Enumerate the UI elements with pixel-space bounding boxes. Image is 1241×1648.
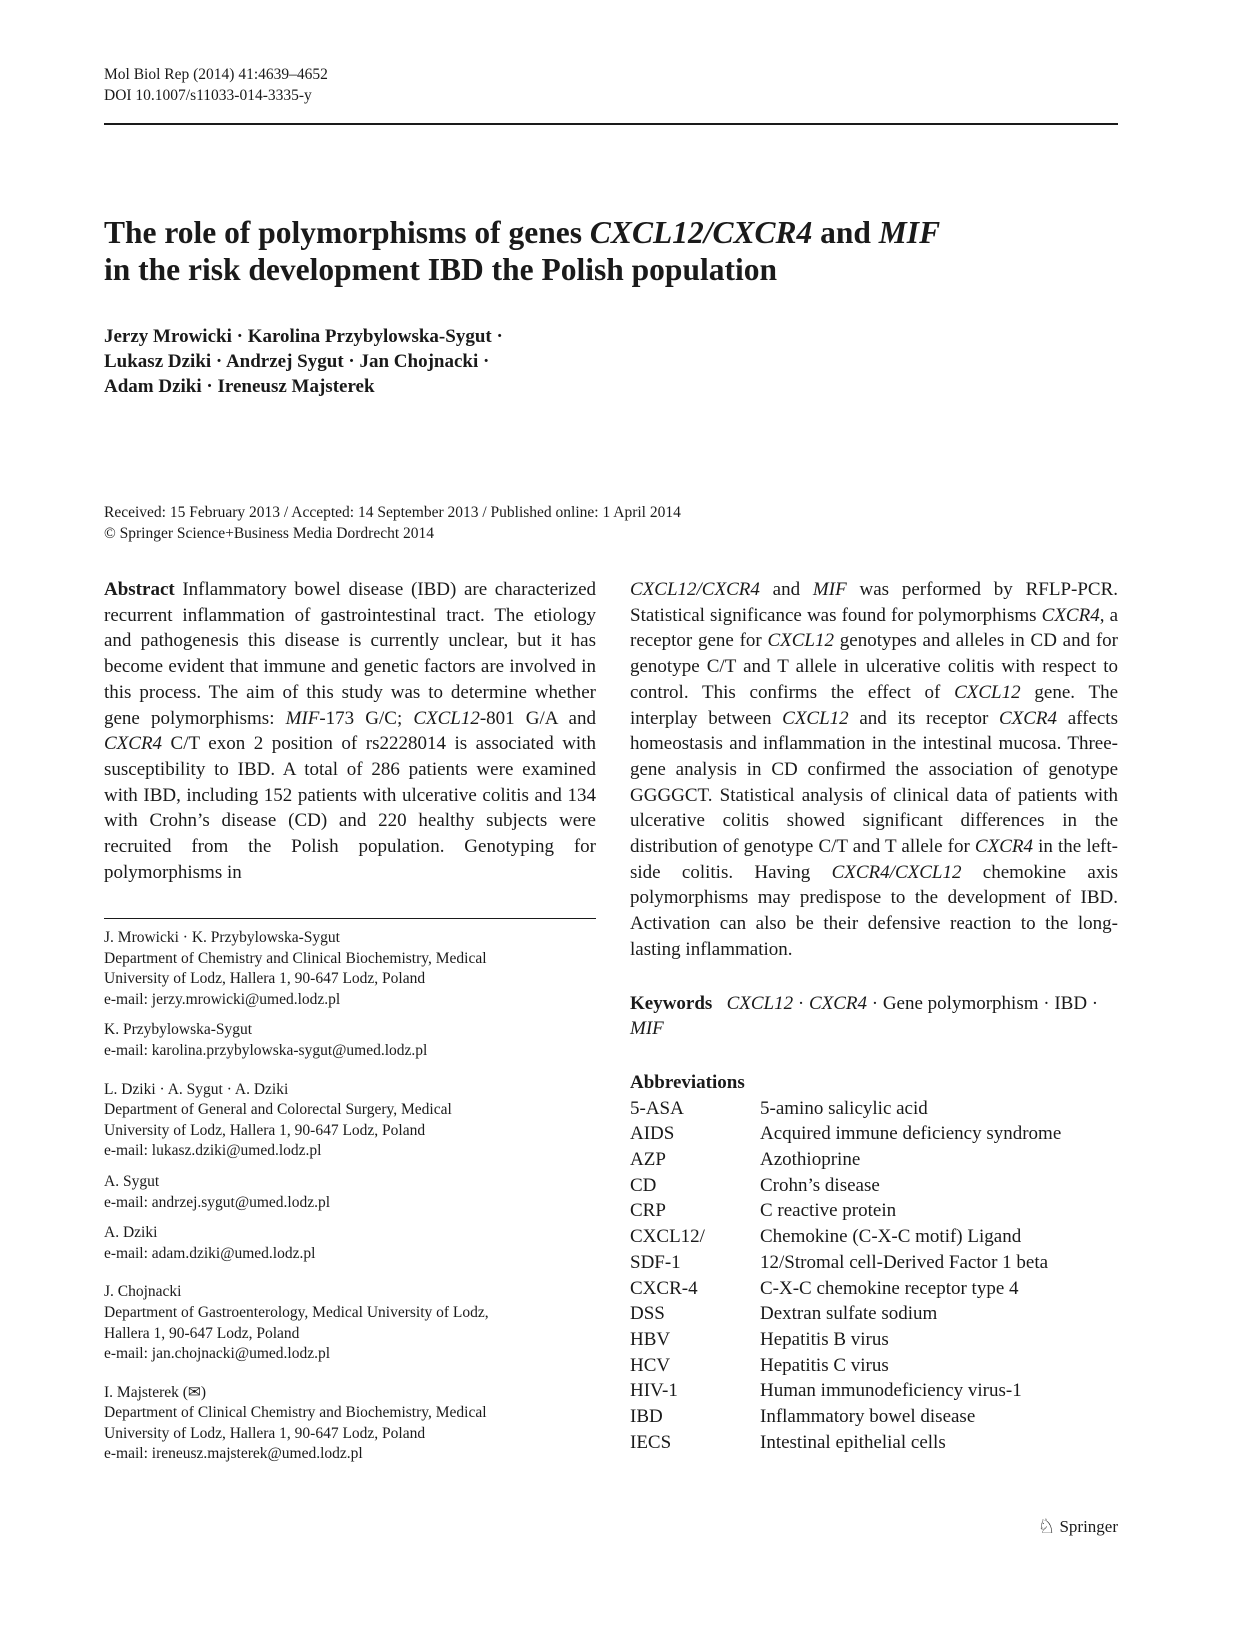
gene-name: CXCR4 bbox=[974, 836, 1033, 858]
gene-name: CXCR4/CXCL12 bbox=[831, 861, 962, 883]
abbreviation-definition: Crohn’s disease bbox=[760, 1174, 880, 1196]
author-line: Lukasz Dziki · Andrzej Sygut · Jan Chojnacki · bbox=[104, 351, 490, 372]
abbreviation-row bbox=[630, 1250, 1061, 1276]
title-gene-2: MIF bbox=[878, 215, 941, 250]
affiliation-block bbox=[104, 1172, 596, 1213]
affiliation-rule bbox=[104, 918, 596, 919]
affiliation-email[interactable]: e-mail: lukasz.dziki@umed.lodz.pl bbox=[104, 1142, 322, 1160]
abbreviation-term: SDF-1 bbox=[630, 1251, 681, 1273]
affiliation-names: A. Dziki bbox=[104, 1224, 158, 1242]
affiliation-email[interactable]: e-mail: andrzej.sygut@umed.lodz.pl bbox=[104, 1193, 331, 1211]
keyword: · Gene polymorphism · IBD · bbox=[867, 992, 1099, 1014]
abstract-text: Inflammatory bowel disease (IBD) are characterized recurrent inflammation of gastrointestinal tract. The etiology and pathogenesis this disease is currently unclear, but it has become evident that immune and genetic factors are involved in this process. The aim of this study was to determine whether gene polymorphisms: bbox=[104, 579, 596, 729]
abstract-text: -801 G/A and bbox=[479, 707, 596, 729]
abbreviation-term: AZP bbox=[630, 1149, 666, 1171]
abbreviation-row bbox=[630, 1353, 1061, 1379]
abbreviation-row bbox=[630, 1198, 1061, 1224]
abstract-text: was performed by RFLP-PCR. Statistical significance was found for polymorphisms bbox=[630, 579, 1119, 626]
abstract-text: genotypes and alleles in CD and for genotype C/T and T allele in ulcerative colitis with respect to control. This confirms the effect of bbox=[630, 630, 1118, 703]
affiliation-names: I. Majsterek (✉) bbox=[104, 1383, 207, 1401]
affiliation-email[interactable]: e-mail: jerzy.mrowicki@umed.lodz.pl bbox=[104, 990, 341, 1008]
abbreviation-definition: Hepatitis C virus bbox=[760, 1354, 889, 1376]
publication-dates bbox=[104, 502, 681, 544]
abbreviation-term: DSS bbox=[630, 1303, 665, 1325]
affiliation-block bbox=[104, 1080, 596, 1162]
publisher-footer bbox=[1038, 1514, 1118, 1539]
gene-name: CXCR4 bbox=[1041, 604, 1100, 626]
springer-horse-icon: ♘ bbox=[1037, 1516, 1056, 1538]
keywords-label: Keywords bbox=[630, 992, 713, 1014]
abbreviation-term: HBV bbox=[630, 1328, 671, 1350]
abstract-text: in the left-side colitis. Having bbox=[630, 836, 1118, 883]
title-part-2: and bbox=[812, 215, 879, 250]
affiliation-dept: Department of General and Colorectal Surgery, Medical bbox=[104, 1101, 452, 1119]
abbreviation-definition: Human immunodeficiency virus-1 bbox=[760, 1380, 1022, 1402]
affiliation-address: University of Lodz, Hallera 1, 90-647 Lodz, Poland bbox=[104, 1121, 426, 1139]
affiliation-email[interactable]: e-mail: jan.chojnacki@umed.lodz.pl bbox=[104, 1345, 331, 1363]
gene-name: CXCL12 bbox=[413, 707, 480, 729]
gene-name: MIF bbox=[285, 707, 320, 729]
abbreviation-row bbox=[630, 1301, 1061, 1327]
abbreviation-definition: Inflammatory bowel disease bbox=[760, 1406, 976, 1428]
affiliation-block bbox=[104, 1223, 596, 1264]
affiliation-email[interactable]: e-mail: ireneusz.majsterek@umed.lodz.pl bbox=[104, 1445, 363, 1463]
gene-name: MIF bbox=[812, 579, 847, 600]
title-line-2: in the risk development IBD the Polish population bbox=[104, 252, 777, 287]
abstract-text: , a receptor gene for bbox=[630, 604, 1118, 652]
abbreviation-term: IECS bbox=[630, 1431, 672, 1453]
keywords bbox=[630, 991, 1118, 1042]
abbreviation-definition: Dextran sulfate sodium bbox=[760, 1303, 938, 1325]
affiliation-names: K. Przybylowska-Sygut bbox=[104, 1021, 253, 1039]
affiliation-names: A. Sygut bbox=[104, 1172, 160, 1190]
abbreviation-term: HCV bbox=[630, 1354, 671, 1376]
affiliation-names: J. Chojnacki bbox=[104, 1283, 182, 1301]
abbreviation-definition: Intestinal epithelial cells bbox=[760, 1431, 946, 1453]
abbreviation-term: HIV-1 bbox=[630, 1380, 678, 1402]
abbreviations-table bbox=[630, 1096, 1061, 1456]
journal-citation: Mol Biol Rep (2014) 41:4639–4652 bbox=[104, 66, 328, 83]
affiliation-dept: Department of Clinical Chemistry and Biochemistry, Medical bbox=[104, 1404, 487, 1422]
abbreviation-term: CXCL12/ bbox=[630, 1226, 705, 1248]
keyword-separator: · bbox=[793, 992, 809, 1014]
header-rule bbox=[104, 123, 1118, 125]
abbreviation-row bbox=[630, 1121, 1061, 1147]
abbreviation-term: AIDS bbox=[630, 1123, 675, 1145]
gene-name: CXCR4 bbox=[104, 733, 163, 755]
author-list bbox=[104, 324, 804, 399]
abbreviation-row bbox=[630, 1147, 1061, 1173]
abbreviation-row bbox=[630, 1096, 1061, 1122]
affiliation-email[interactable]: e-mail: adam.dziki@umed.lodz.pl bbox=[104, 1244, 316, 1262]
abstract-text: C/T exon 2 position of rs2228014 is associated with susceptibility to IBD. A total of 286 patients were examined with IBD, including 152 patients with ulcerative colitis and 134 with Crohn’s disease (CD) and 220 healthy subjects were recruited from the Polish population. Genotyping for polymorphisms in bbox=[104, 733, 596, 883]
affiliation-address: University of Lodz, Hallera 1, 90-647 Lodz, Poland bbox=[104, 1424, 426, 1442]
affiliation-block bbox=[104, 1282, 596, 1364]
abstract-paragraph bbox=[104, 577, 596, 885]
affiliation-block bbox=[104, 1020, 596, 1061]
abstract-right-column bbox=[630, 577, 1118, 1456]
abbreviation-row bbox=[630, 1378, 1061, 1404]
affiliation-address: University of Lodz, Hallera 1, 90-647 Lodz, Poland bbox=[104, 970, 426, 988]
abbreviation-term: CRP bbox=[630, 1200, 666, 1222]
abstract-continuation bbox=[630, 577, 1118, 963]
affiliation-names: L. Dziki · A. Sygut · A. Dziki bbox=[104, 1080, 289, 1098]
abbreviation-definition: Azothioprine bbox=[760, 1149, 861, 1171]
abbreviation-row bbox=[630, 1404, 1061, 1430]
abstract-text: and its receptor bbox=[848, 707, 999, 729]
affiliation-address: Hallera 1, 90-647 Lodz, Poland bbox=[104, 1324, 300, 1342]
abstract-text: affects homeostasis and inflammation in the intestinal mucosa. Three-gene analysis in CD confirmed the association of genotype GGGGCT. Statistical analysis of clinical data of patients with ulcerative colitis showed significant differences in the distribution of genotype C/T and T allele for bbox=[630, 707, 1118, 858]
abbreviation-row bbox=[630, 1327, 1061, 1353]
abbreviation-definition: Hepatitis B virus bbox=[760, 1328, 889, 1350]
abbreviation-term: IBD bbox=[630, 1406, 663, 1428]
gene-name: CXCR4 bbox=[998, 707, 1058, 729]
abbreviation-term: 5-ASA bbox=[630, 1097, 684, 1119]
abstract-left-column bbox=[104, 577, 596, 885]
title-gene-1: CXCL12/CXCR4 bbox=[589, 215, 813, 250]
author-line: Adam Dziki · Ireneusz Majsterek bbox=[104, 376, 375, 397]
title-part-1: The role of polymorphisms of genes bbox=[104, 215, 590, 250]
affiliation-block bbox=[104, 928, 596, 1010]
affiliation-email[interactable]: e-mail: karolina.przybylowska-sygut@umed.lodz.pl bbox=[104, 1041, 428, 1059]
affiliation-dept: Department of Chemistry and Clinical Biochemistry, Medical bbox=[104, 949, 487, 967]
affiliation-dept: Department of Gastroenterology, Medical University of Lodz, bbox=[104, 1303, 489, 1321]
keyword: CXCR4 bbox=[808, 992, 867, 1014]
abbreviation-row bbox=[630, 1276, 1061, 1302]
abbreviation-row bbox=[630, 1173, 1061, 1199]
publisher-name: Springer bbox=[1059, 1516, 1118, 1536]
abbreviation-term: CD bbox=[630, 1174, 657, 1196]
affiliation-block bbox=[104, 1383, 596, 1465]
gene-name: CXCL12 bbox=[782, 707, 849, 729]
abbreviation-definition: C-X-C chemokine receptor type 4 bbox=[760, 1277, 1019, 1299]
gene-name: CXCL12 bbox=[954, 681, 1021, 703]
gene-name: CXCL12 bbox=[767, 630, 835, 652]
abbreviation-definition: 5-amino salicylic acid bbox=[760, 1097, 928, 1119]
abbreviation-definition: C reactive protein bbox=[760, 1200, 897, 1222]
abstract-text: gene. The interplay between bbox=[630, 681, 1118, 729]
abstract-text: chemokine axis polymorphisms may predispose to the development of IBD. Activation can also be their defensive reaction to the long-lasting inflammation. bbox=[630, 861, 1119, 960]
abstract-text: and bbox=[759, 579, 813, 600]
abbreviation-definition: Chemokine (C-X-C motif) Ligand bbox=[760, 1226, 1022, 1248]
abbreviation-definition: 12/Stromal cell-Derived Factor 1 beta bbox=[760, 1251, 1049, 1273]
abbreviation-row bbox=[630, 1430, 1061, 1456]
journal-header bbox=[104, 64, 328, 106]
abbreviation-row bbox=[630, 1224, 1061, 1250]
affiliations bbox=[104, 928, 596, 1475]
copyright-line: © Springer Science+Business Media Dordrecht 2014 bbox=[104, 525, 435, 542]
keyword: CXCL12 bbox=[726, 992, 794, 1014]
abbreviation-definition: Acquired immune deficiency syndrome bbox=[760, 1123, 1062, 1145]
abstract-text: -173 G/C; bbox=[319, 707, 414, 729]
abstract-label: Abstract bbox=[104, 579, 175, 600]
dates-line: Received: 15 February 2013 / Accepted: 14 September 2013 / Published online: 1 April 2014 bbox=[104, 504, 681, 521]
abbreviation-term: CXCR-4 bbox=[630, 1277, 698, 1299]
abbreviations-heading: Abbreviations bbox=[630, 1071, 745, 1093]
author-line: Jerzy Mrowicki · Karolina Przybylowska-Sygut · bbox=[104, 326, 503, 347]
affiliation-names: J. Mrowicki · K. Przybylowska-Sygut bbox=[104, 929, 340, 946]
journal-doi: DOI 10.1007/s11033-014-3335-y bbox=[104, 87, 312, 104]
article-title bbox=[104, 214, 1104, 288]
keyword: MIF bbox=[630, 1018, 664, 1040]
gene-name: CXCL12/CXCR4 bbox=[630, 579, 760, 600]
